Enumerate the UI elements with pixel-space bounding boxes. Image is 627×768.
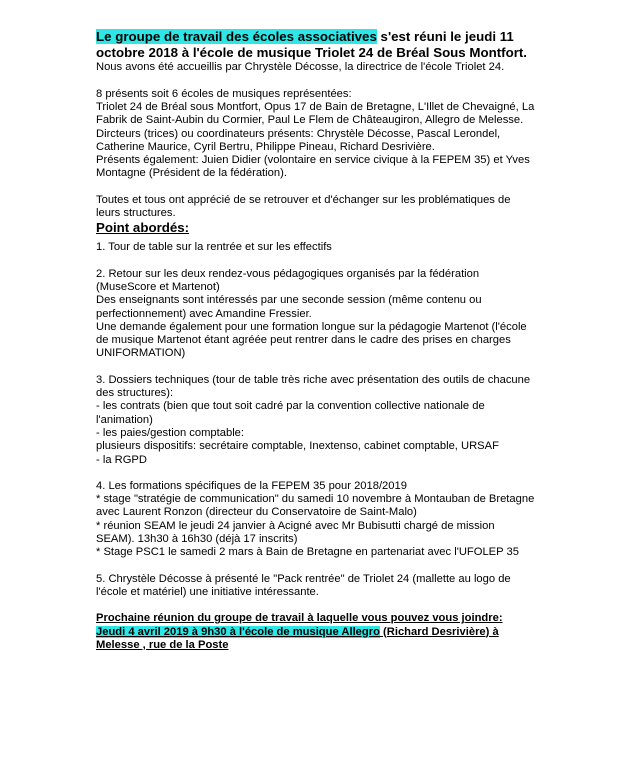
point-3-line-3: - les paies/gestion comptable: bbox=[96, 426, 245, 439]
next-meeting-location: (Richard Desrivière) à Melesse , rue de la Poste bbox=[96, 625, 499, 651]
point-2-line-2: Des enseignants sont intéressés par une seconde session (même contenu ou perfectionnement) avec Amandine Fressier. bbox=[96, 294, 482, 320]
title-rest: s'est réuni le jeudi 11 octobre 2018 à l'école de musique Triolet 24 de Bréal Sous Montfort. bbox=[96, 29, 527, 61]
document-body bbox=[96, 29, 536, 652]
next-meeting-line-1: Prochaine réunion du groupe de travail à laquelle vous pouvez vous joindre: bbox=[96, 612, 503, 625]
point-3-line-5: - la RGPD bbox=[96, 453, 147, 466]
point-3-line-2: - les contrats (bien que tout soit cadré par la convention collective nationale de l'animation) bbox=[96, 400, 485, 426]
attendance-directors: Dircteurs (trices) ou coordinateurs présents: Chrystèle Décosse, Pascal Lerondel, Catherine Maurice, Cyril Bertru, Philippe Pineau, Richard Desrivière. bbox=[96, 127, 501, 153]
attendance-schools: Triolet 24 de Bréal sous Montfort, Opus 17 de Bain de Bretagne, L'Illet de Chevaigné, La Fabrik de Saint-Aubin du Cormier, Paul Le Flem de Châteaugiron, Allegro de Melesse. bbox=[96, 101, 535, 127]
point-4-line-2: * stage "stratégie de communication" du samedi 10 novembre à Montauban de Bretagne avec Laurent Ronzon (directeur du Conservatoire de Saint-Malo) bbox=[96, 493, 535, 519]
attendance-count: 8 présents soit 6 écoles de musiques représentées: bbox=[96, 87, 352, 100]
point-5: 5. Chrystèle Décosse à présenté le "Pack rentrée" de Triolet 24 (mallette au logo de l'école et matériel) une initiative intéressante. bbox=[96, 572, 511, 598]
point-3-line-1: 3. Dossiers techniques (tour de table très riche avec présentation des outils de chacune des structures): bbox=[96, 373, 531, 400]
point-2-line-3: Une demande également pour une formation longue sur la pédagogie Martenot (l'école de musique Martenot étant agréée peut rentrer dans le cadre des prises en charges UNIFORMATION) bbox=[96, 320, 527, 360]
attendance-also: Présents également: Juien Didier (volontaire en service civique à la FEPEM 35) et Yves Montagne (Président de la fédération). bbox=[96, 154, 530, 180]
point-1: 1. Tour de table sur la rentrée et sur les effectifs bbox=[96, 241, 332, 254]
point-4-line-1: 4. Les formations spécifiques de la FEPEM 35 pour 2018/2019 bbox=[96, 479, 407, 492]
point-2-line-1: 2. Retour sur les deux rendez-vous pédagogiques organisés par la fédération (MuseScore et Martenot) bbox=[96, 267, 480, 293]
appreciation-text: Toutes et tous ont apprécié de se retrouver et d'échanger sur les problématiques de leurs structures. bbox=[96, 193, 511, 220]
point-4-line-3: * réunion SEAM le jeudi 24 janvier à Acigné avec Mr Bubisutti chargé de mission SEAM). 13h30 à 16h30 (déjà 17 inscrits) bbox=[96, 519, 495, 546]
document-title bbox=[96, 29, 536, 61]
points-heading: Point abordés: bbox=[96, 220, 190, 236]
point-3-line-4: plusieurs dispositifs: secrétaire comptable, Inextenso, cabinet comptable, URSAF bbox=[96, 440, 499, 453]
next-meeting-date: Jeudi 4 avril 2019 à 9h30 à l'école de musique Allegro bbox=[96, 625, 380, 638]
next-meeting bbox=[96, 612, 536, 652]
point-4-line-4: * Stage PSC1 le samedi 2 mars à Bain de Bretagne en partenariat avec l'UFOLEP 35 bbox=[96, 546, 519, 559]
title-highlighted: Le groupe de travail des écoles associatives bbox=[96, 29, 377, 44]
welcome-text: Nous avons été accueillis par Chrystèle Décosse, la directrice de l'école Triolet 24. bbox=[96, 61, 505, 74]
